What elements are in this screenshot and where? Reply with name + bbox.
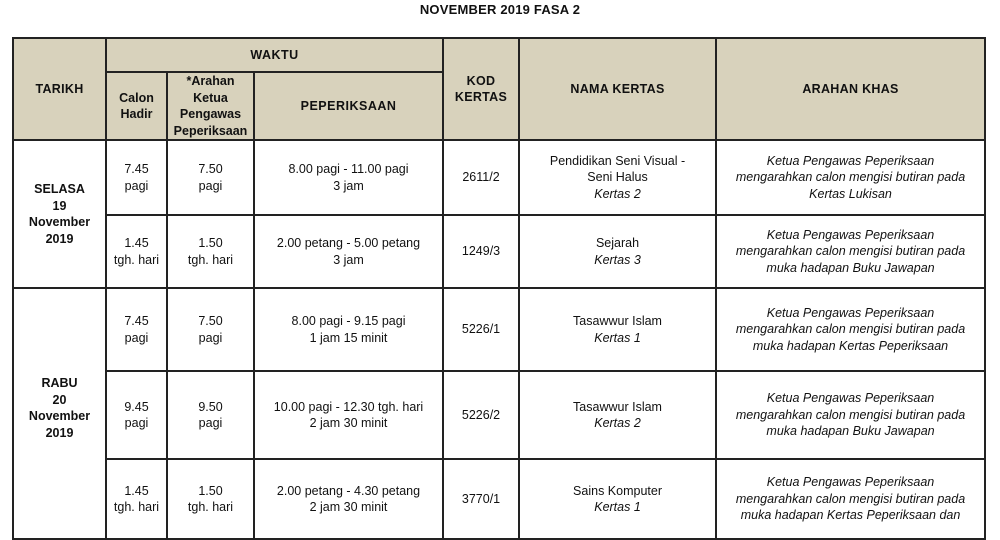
peperiksaan-cell: 10.00 pagi - 12.30 tgh. hari 2 jam 30 minit (254, 371, 443, 459)
header-tarikh: TARIKH (13, 38, 106, 140)
nama-kertas-cell: Pendidikan Seni Visual - Seni Halus Kertas 2 (519, 140, 716, 215)
table-row (13, 371, 985, 459)
kod-kertas-cell: 5226/2 (443, 371, 519, 459)
calon-hadir-cell: 7.45 pagi (106, 140, 167, 215)
date-cell: RABU 20 November 2019 (13, 288, 106, 539)
nama-kertas-cell: Sains Komputer Kertas 1 (519, 459, 716, 539)
exam-schedule-table (12, 37, 986, 540)
header-arahan-ketua: *Arahan Ketua Pengawas Peperiksaan (167, 72, 254, 140)
arahan-khas-cell: Ketua Pengawas Peperiksaan mengarahkan calon mengisi butiran pada muka hadapan Buku Jawapan (716, 371, 985, 459)
kod-kertas-cell: 1249/3 (443, 215, 519, 288)
peperiksaan-cell: 2.00 petang - 5.00 petang 3 jam (254, 215, 443, 288)
arahan-ketua-cell: 1.50 tgh. hari (167, 459, 254, 539)
header-arahan-khas: ARAHAN KHAS (716, 38, 985, 140)
kod-kertas-cell: 2611/2 (443, 140, 519, 215)
table-row (13, 140, 985, 215)
arahan-ketua-cell: 7.50 pagi (167, 140, 254, 215)
arahan-ketua-cell: 7.50 pagi (167, 288, 254, 371)
calon-hadir-cell: 7.45 pagi (106, 288, 167, 371)
calon-hadir-cell: 1.45 tgh. hari (106, 459, 167, 539)
table-row (13, 215, 985, 288)
peperiksaan-cell: 2.00 petang - 4.30 petang 2 jam 30 minit (254, 459, 443, 539)
header-peperiksaan: PEPERIKSAAN (254, 72, 443, 140)
nama-kertas-cell: Tasawwur Islam Kertas 1 (519, 288, 716, 371)
arahan-khas-cell: Ketua Pengawas Peperiksaan mengarahkan calon mengisi butiran pada muka hadapan Buku Jawapan (716, 215, 985, 288)
date-cell: SELASA 19 November 2019 (13, 140, 106, 288)
arahan-khas-cell: Ketua Pengawas Peperiksaan mengarahkan calon mengisi butiran pada muka hadapan Kertas Peperiksaan (716, 288, 985, 371)
header-waktu: WAKTU (106, 38, 443, 72)
document-title: NOVEMBER 2019 FASA 2 (419, 2, 581, 17)
arahan-khas-cell: Ketua Pengawas Peperiksaan mengarahkan calon mengisi butiran pada muka hadapan Kertas Peperiksaan dan (716, 459, 985, 539)
calon-hadir-cell: 9.45 pagi (106, 371, 167, 459)
kod-kertas-cell: 5226/1 (443, 288, 519, 371)
header-calon-hadir: Calon Hadir (106, 72, 167, 140)
table-row (13, 459, 985, 539)
nama-kertas-cell: Tasawwur Islam Kertas 2 (519, 371, 716, 459)
arahan-ketua-cell: 9.50 pagi (167, 371, 254, 459)
arahan-khas-cell: Ketua Pengawas Peperiksaan mengarahkan calon mengisi butiran pada Kertas Lukisan (716, 140, 985, 215)
peperiksaan-cell: 8.00 pagi - 11.00 pagi 3 jam (254, 140, 443, 215)
arahan-ketua-cell: 1.50 tgh. hari (167, 215, 254, 288)
header-nama-kertas: NAMA KERTAS (519, 38, 716, 140)
peperiksaan-cell: 8.00 pagi - 9.15 pagi 1 jam 15 minit (254, 288, 443, 371)
calon-hadir-cell: 1.45 tgh. hari (106, 215, 167, 288)
header-kod-kertas: KOD KERTAS (443, 38, 519, 140)
kod-kertas-cell: 3770/1 (443, 459, 519, 539)
nama-kertas-cell: Sejarah Kertas 3 (519, 215, 716, 288)
table-row (13, 288, 985, 371)
